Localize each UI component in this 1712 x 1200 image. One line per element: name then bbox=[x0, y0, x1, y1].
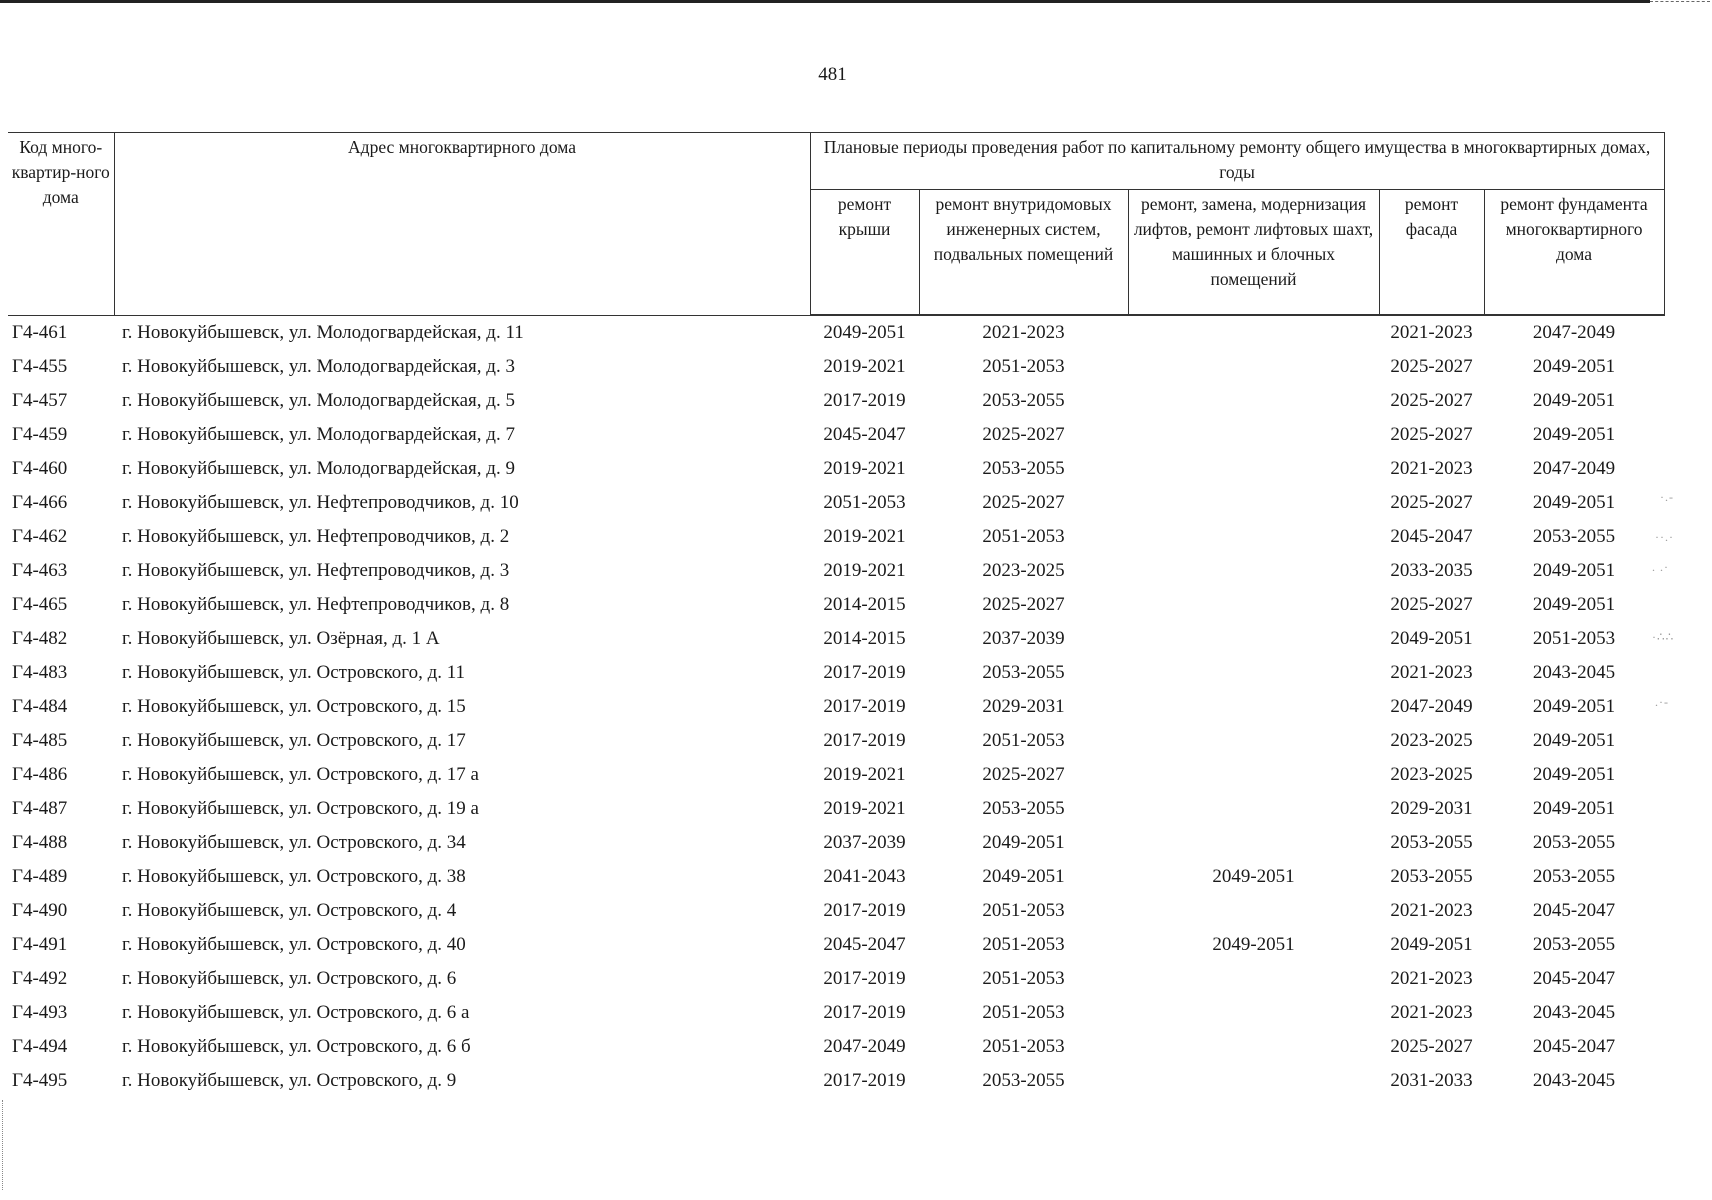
engineering-period: 2025-2027 bbox=[982, 492, 1065, 513]
facade-period: 2033-2035 bbox=[1390, 560, 1473, 581]
engineering-period: 2025-2027 bbox=[982, 764, 1065, 785]
capital-repair-table bbox=[8, 132, 1665, 1098]
facade-period: 2021-2023 bbox=[1390, 1002, 1473, 1023]
house-code: Г4-459 bbox=[12, 424, 68, 445]
house-code: Г4-486 bbox=[12, 764, 68, 785]
table-row bbox=[8, 656, 1664, 690]
house-code: Г4-487 bbox=[12, 798, 68, 819]
foundation-period: 2053-2055 bbox=[1532, 866, 1616, 887]
header-roof: ремонт крыши bbox=[810, 190, 919, 316]
roof-period: 2045-2047 bbox=[823, 934, 906, 955]
foundation-period: 2045-2047 bbox=[1532, 900, 1616, 921]
roof-period: 2017-2019 bbox=[823, 968, 906, 989]
table-row bbox=[8, 758, 1664, 792]
foundation-period: 2049-2051 bbox=[1532, 390, 1616, 411]
engineering-period: 2049-2051 bbox=[982, 832, 1065, 853]
foundation-period: 2045-2047 bbox=[1532, 968, 1616, 989]
house-address: г. Новокуйбышевск, ул. Нефтепроводчиков, д. 10 bbox=[122, 492, 519, 513]
facade-period: 2021-2023 bbox=[1390, 458, 1473, 479]
house-code: Г4-488 bbox=[12, 832, 68, 853]
engineering-period: 2051-2053 bbox=[982, 730, 1065, 751]
roof-period: 2041-2043 bbox=[823, 866, 906, 887]
engineering-period: 2051-2053 bbox=[982, 968, 1065, 989]
house-code: Г4-492 bbox=[12, 968, 68, 989]
foundation-period: 2047-2049 bbox=[1532, 458, 1616, 479]
house-address: г. Новокуйбышевск, ул. Молодогвардейская, д. 9 bbox=[122, 458, 515, 479]
header-engineering: ремонт внутридомовых инженерных систем, подвальных помещений bbox=[919, 190, 1128, 316]
roof-period: 2019-2021 bbox=[823, 764, 906, 785]
table-row bbox=[8, 792, 1664, 826]
elevators-period bbox=[1128, 554, 1379, 588]
roof-period: 2045-2047 bbox=[823, 424, 906, 445]
foundation-period: 2047-2049 bbox=[1532, 322, 1616, 343]
table-row bbox=[8, 588, 1664, 622]
house-code: Г4-465 bbox=[12, 594, 68, 615]
table-row bbox=[8, 554, 1664, 588]
house-code: Г4-495 bbox=[12, 1070, 68, 1091]
facade-period: 2025-2027 bbox=[1390, 1036, 1473, 1057]
header-periods: Плановые периоды проведения работ по капитальному ремонту общего имущества в многоквартирных домах, годы bbox=[810, 133, 1664, 190]
engineering-period: 2025-2027 bbox=[982, 594, 1065, 615]
house-code: Г4-483 bbox=[12, 662, 68, 683]
elevators-period bbox=[1128, 350, 1379, 384]
facade-period: 2023-2025 bbox=[1390, 764, 1473, 785]
foundation-period: 2049-2051 bbox=[1532, 730, 1616, 751]
elevators-period bbox=[1128, 826, 1379, 860]
foundation-period: 2051-2053 bbox=[1532, 628, 1616, 649]
facade-period: 2025-2027 bbox=[1390, 424, 1473, 445]
roof-period: 2017-2019 bbox=[823, 662, 906, 683]
table-row bbox=[8, 1064, 1664, 1098]
scan-speck: .·- bbox=[1655, 695, 1669, 709]
facade-period: 2053-2055 bbox=[1390, 866, 1473, 887]
facade-period: 2053-2055 bbox=[1390, 832, 1473, 853]
table-row bbox=[8, 894, 1664, 928]
engineering-period: 2021-2023 bbox=[982, 322, 1065, 343]
roof-period: 2019-2021 bbox=[823, 798, 906, 819]
house-code: Г4-460 bbox=[12, 458, 68, 479]
engineering-period: 2025-2027 bbox=[982, 424, 1065, 445]
table-row bbox=[8, 315, 1664, 350]
house-code: Г4-494 bbox=[12, 1036, 68, 1057]
elevators-period bbox=[1128, 520, 1379, 554]
scan-speck: ··.· bbox=[1655, 530, 1674, 544]
facade-period: 2049-2051 bbox=[1390, 934, 1473, 955]
header-facade: ремонт фасада bbox=[1379, 190, 1484, 316]
foundation-period: 2043-2045 bbox=[1532, 1002, 1616, 1023]
foundation-period: 2049-2051 bbox=[1532, 764, 1616, 785]
foundation-period: 2049-2051 bbox=[1532, 594, 1616, 615]
elevators-period bbox=[1128, 758, 1379, 792]
house-address: г. Новокуйбышевск, ул. Островского, д. 34 bbox=[122, 832, 466, 853]
facade-period: 2021-2023 bbox=[1390, 662, 1473, 683]
facade-period: 2045-2047 bbox=[1390, 526, 1473, 547]
elevators-period bbox=[1128, 588, 1379, 622]
house-code: Г4-484 bbox=[12, 696, 68, 717]
elevators-period bbox=[1128, 894, 1379, 928]
elevators-period bbox=[1128, 962, 1379, 996]
house-code: Г4-463 bbox=[12, 560, 68, 581]
page-number: 481 bbox=[818, 64, 847, 85]
foundation-period: 2049-2051 bbox=[1532, 492, 1616, 513]
house-code: Г4-457 bbox=[12, 390, 68, 411]
foundation-period: 2053-2055 bbox=[1532, 934, 1616, 955]
engineering-period: 2023-2025 bbox=[982, 560, 1065, 581]
house-address: г. Новокуйбышевск, ул. Островского, д. 19 а bbox=[122, 798, 479, 819]
house-code: Г4-490 bbox=[12, 900, 68, 921]
roof-period: 2014-2015 bbox=[823, 628, 906, 649]
roof-period: 2049-2051 bbox=[823, 322, 906, 343]
table-header bbox=[8, 133, 1664, 316]
elevators-period bbox=[1128, 1064, 1379, 1098]
engineering-period: 2051-2053 bbox=[982, 900, 1065, 921]
engineering-period: 2053-2055 bbox=[982, 798, 1065, 819]
scan-speck: ·∴∴ bbox=[1652, 630, 1675, 644]
header-foundation: ремонт фундамента многоквартирного дома bbox=[1484, 190, 1664, 316]
table-row bbox=[8, 928, 1664, 962]
house-code: Г4-461 bbox=[12, 321, 68, 343]
engineering-period: 2051-2053 bbox=[982, 526, 1065, 547]
facade-period: 2049-2051 bbox=[1390, 628, 1473, 649]
top-rule-dash bbox=[1650, 1, 1710, 2]
house-code: Г4-466 bbox=[12, 492, 68, 513]
facade-period: 2025-2027 bbox=[1390, 390, 1473, 411]
engineering-period: 2053-2055 bbox=[982, 390, 1065, 411]
house-address: г. Новокуйбышевск, ул. Нефтепроводчиков, д. 8 bbox=[122, 594, 510, 615]
house-code: Г4-485 bbox=[12, 730, 68, 751]
roof-period: 2017-2019 bbox=[823, 730, 906, 751]
engineering-period: 2037-2039 bbox=[982, 628, 1065, 649]
elevators-period bbox=[1128, 690, 1379, 724]
facade-period: 2025-2027 bbox=[1390, 356, 1473, 377]
elevators-period bbox=[1128, 792, 1379, 826]
roof-period: 2017-2019 bbox=[823, 1002, 906, 1023]
house-address: г. Новокуйбышевск, ул. Островского, д. 6 bbox=[122, 968, 457, 989]
elevators-period bbox=[1128, 384, 1379, 418]
facade-period: 2031-2033 bbox=[1390, 1070, 1473, 1091]
table-row bbox=[8, 724, 1664, 758]
roof-period: 2047-2049 bbox=[823, 1036, 906, 1057]
foundation-period: 2045-2047 bbox=[1532, 1036, 1616, 1057]
elevators-period bbox=[1128, 724, 1379, 758]
house-address: г. Новокуйбышевск, ул. Островского, д. 38 bbox=[122, 866, 466, 887]
foundation-period: 2043-2045 bbox=[1532, 1070, 1616, 1091]
house-code: Г4-482 bbox=[12, 628, 68, 649]
roof-period: 2017-2019 bbox=[823, 390, 906, 411]
facade-period: 2021-2023 bbox=[1390, 968, 1473, 989]
house-code: Г4-455 bbox=[12, 356, 68, 377]
elevators-period bbox=[1128, 656, 1379, 690]
table-row bbox=[8, 350, 1664, 384]
facade-period: 2025-2027 bbox=[1390, 594, 1473, 615]
roof-period: 2019-2021 bbox=[823, 560, 906, 581]
foundation-period: 2043-2045 bbox=[1532, 662, 1616, 683]
header-elevators: ремонт, замена, модернизация лифтов, ремонт лифтовых шахт, машинных и блочных помещений bbox=[1128, 190, 1379, 316]
table-row bbox=[8, 1030, 1664, 1064]
elevators-period bbox=[1128, 1030, 1379, 1064]
scan-speck: . .· bbox=[1652, 560, 1669, 574]
house-code: Г4-462 bbox=[12, 526, 68, 547]
table-row bbox=[8, 486, 1664, 520]
foundation-period: 2053-2055 bbox=[1532, 526, 1616, 547]
scan-speck: ·.- bbox=[1660, 490, 1674, 504]
facade-period: 2025-2027 bbox=[1390, 492, 1473, 513]
table-row bbox=[8, 690, 1664, 724]
table-row bbox=[8, 452, 1664, 486]
house-address: г. Новокуйбышевск, ул. Островского, д. 17 а bbox=[122, 764, 479, 785]
house-address: г. Новокуйбышевск, ул. Озёрная, д. 1 А bbox=[122, 628, 440, 649]
roof-period: 2019-2021 bbox=[823, 526, 906, 547]
house-address: г. Новокуйбышевск, ул. Нефтепроводчиков, д. 2 bbox=[122, 526, 510, 547]
engineering-period: 2053-2055 bbox=[982, 662, 1065, 683]
elevators-period: 2049-2051 bbox=[1212, 934, 1295, 955]
header-address: Адрес многоквартирного дома bbox=[114, 133, 810, 316]
house-address: г. Новокуйбышевск, ул. Островского, д. 9 bbox=[122, 1070, 457, 1091]
foundation-period: 2049-2051 bbox=[1532, 560, 1616, 581]
roof-period: 2051-2053 bbox=[823, 492, 906, 513]
header-code: Код много-квартир-ного дома bbox=[8, 133, 114, 316]
top-rule bbox=[0, 0, 1650, 3]
house-address: г. Новокуйбышевск, ул. Нефтепроводчиков, д. 3 bbox=[122, 560, 510, 581]
house-address: г. Новокуйбышевск, ул. Островского, д. 6 б bbox=[122, 1036, 471, 1057]
house-address: г. Новокуйбышевск, ул. Островского, д. 15 bbox=[122, 696, 466, 717]
house-address: г. Новокуйбышевск, ул. Молодогвардейская, д. 11 bbox=[122, 321, 524, 343]
house-code: Г4-493 bbox=[12, 1002, 68, 1023]
roof-period: 2017-2019 bbox=[823, 696, 906, 717]
foundation-period: 2053-2055 bbox=[1532, 832, 1616, 853]
table-row bbox=[8, 384, 1664, 418]
roof-period: 2017-2019 bbox=[823, 900, 906, 921]
roof-period: 2019-2021 bbox=[823, 356, 906, 377]
table-row bbox=[8, 826, 1664, 860]
house-address: г. Новокуйбышевск, ул. Молодогвардейская, д. 3 bbox=[122, 356, 515, 377]
engineering-period: 2051-2053 bbox=[982, 356, 1065, 377]
facade-period: 2029-2031 bbox=[1390, 798, 1473, 819]
foundation-period: 2049-2051 bbox=[1532, 424, 1616, 445]
table-row bbox=[8, 962, 1664, 996]
house-address: г. Новокуйбышевск, ул. Островского, д. 6 а bbox=[122, 1002, 470, 1023]
table-row bbox=[8, 418, 1664, 452]
foundation-period: 2049-2051 bbox=[1532, 798, 1616, 819]
table-body bbox=[8, 315, 1664, 1098]
facade-period: 2047-2049 bbox=[1390, 696, 1473, 717]
house-address: г. Новокуйбышевск, ул. Островского, д. 4 bbox=[122, 900, 457, 921]
table-row bbox=[8, 622, 1664, 656]
facade-period: 2023-2025 bbox=[1390, 730, 1473, 751]
elevators-period bbox=[1128, 452, 1379, 486]
house-address: г. Новокуйбышевск, ул. Островского, д. 17 bbox=[122, 730, 466, 751]
foundation-period: 2049-2051 bbox=[1532, 696, 1616, 717]
engineering-period: 2053-2055 bbox=[982, 458, 1065, 479]
engineering-period: 2051-2053 bbox=[982, 934, 1065, 955]
elevators-period bbox=[1128, 996, 1379, 1030]
elevators-period bbox=[1128, 486, 1379, 520]
table-row bbox=[8, 996, 1664, 1030]
elevators-period bbox=[1128, 315, 1379, 350]
elevators-period: 2049-2051 bbox=[1212, 866, 1295, 887]
house-address: г. Новокуйбышевск, ул. Островского, д. 40 bbox=[122, 934, 466, 955]
roof-period: 2017-2019 bbox=[823, 1070, 906, 1091]
table-row bbox=[8, 520, 1664, 554]
table-row bbox=[8, 860, 1664, 894]
foundation-period: 2049-2051 bbox=[1532, 356, 1616, 377]
house-code: Г4-489 bbox=[12, 866, 68, 887]
margin-mark bbox=[2, 1100, 9, 1190]
house-code: Г4-491 bbox=[12, 934, 68, 955]
roof-period: 2037-2039 bbox=[823, 832, 906, 853]
house-address: г. Новокуйбышевск, ул. Молодогвардейская, д. 5 bbox=[122, 390, 515, 411]
engineering-period: 2051-2053 bbox=[982, 1036, 1065, 1057]
elevators-period bbox=[1128, 418, 1379, 452]
roof-period: 2019-2021 bbox=[823, 458, 906, 479]
roof-period: 2014-2015 bbox=[823, 594, 906, 615]
house-address: г. Новокуйбышевск, ул. Молодогвардейская, д. 7 bbox=[122, 424, 515, 445]
engineering-period: 2029-2031 bbox=[982, 696, 1065, 717]
house-address: г. Новокуйбышевск, ул. Островского, д. 11 bbox=[122, 662, 466, 683]
facade-period: 2021-2023 bbox=[1390, 900, 1473, 921]
elevators-period bbox=[1128, 622, 1379, 656]
engineering-period: 2051-2053 bbox=[982, 1002, 1065, 1023]
engineering-period: 2049-2051 bbox=[982, 866, 1065, 887]
engineering-period: 2053-2055 bbox=[982, 1070, 1065, 1091]
facade-period: 2021-2023 bbox=[1390, 322, 1473, 343]
